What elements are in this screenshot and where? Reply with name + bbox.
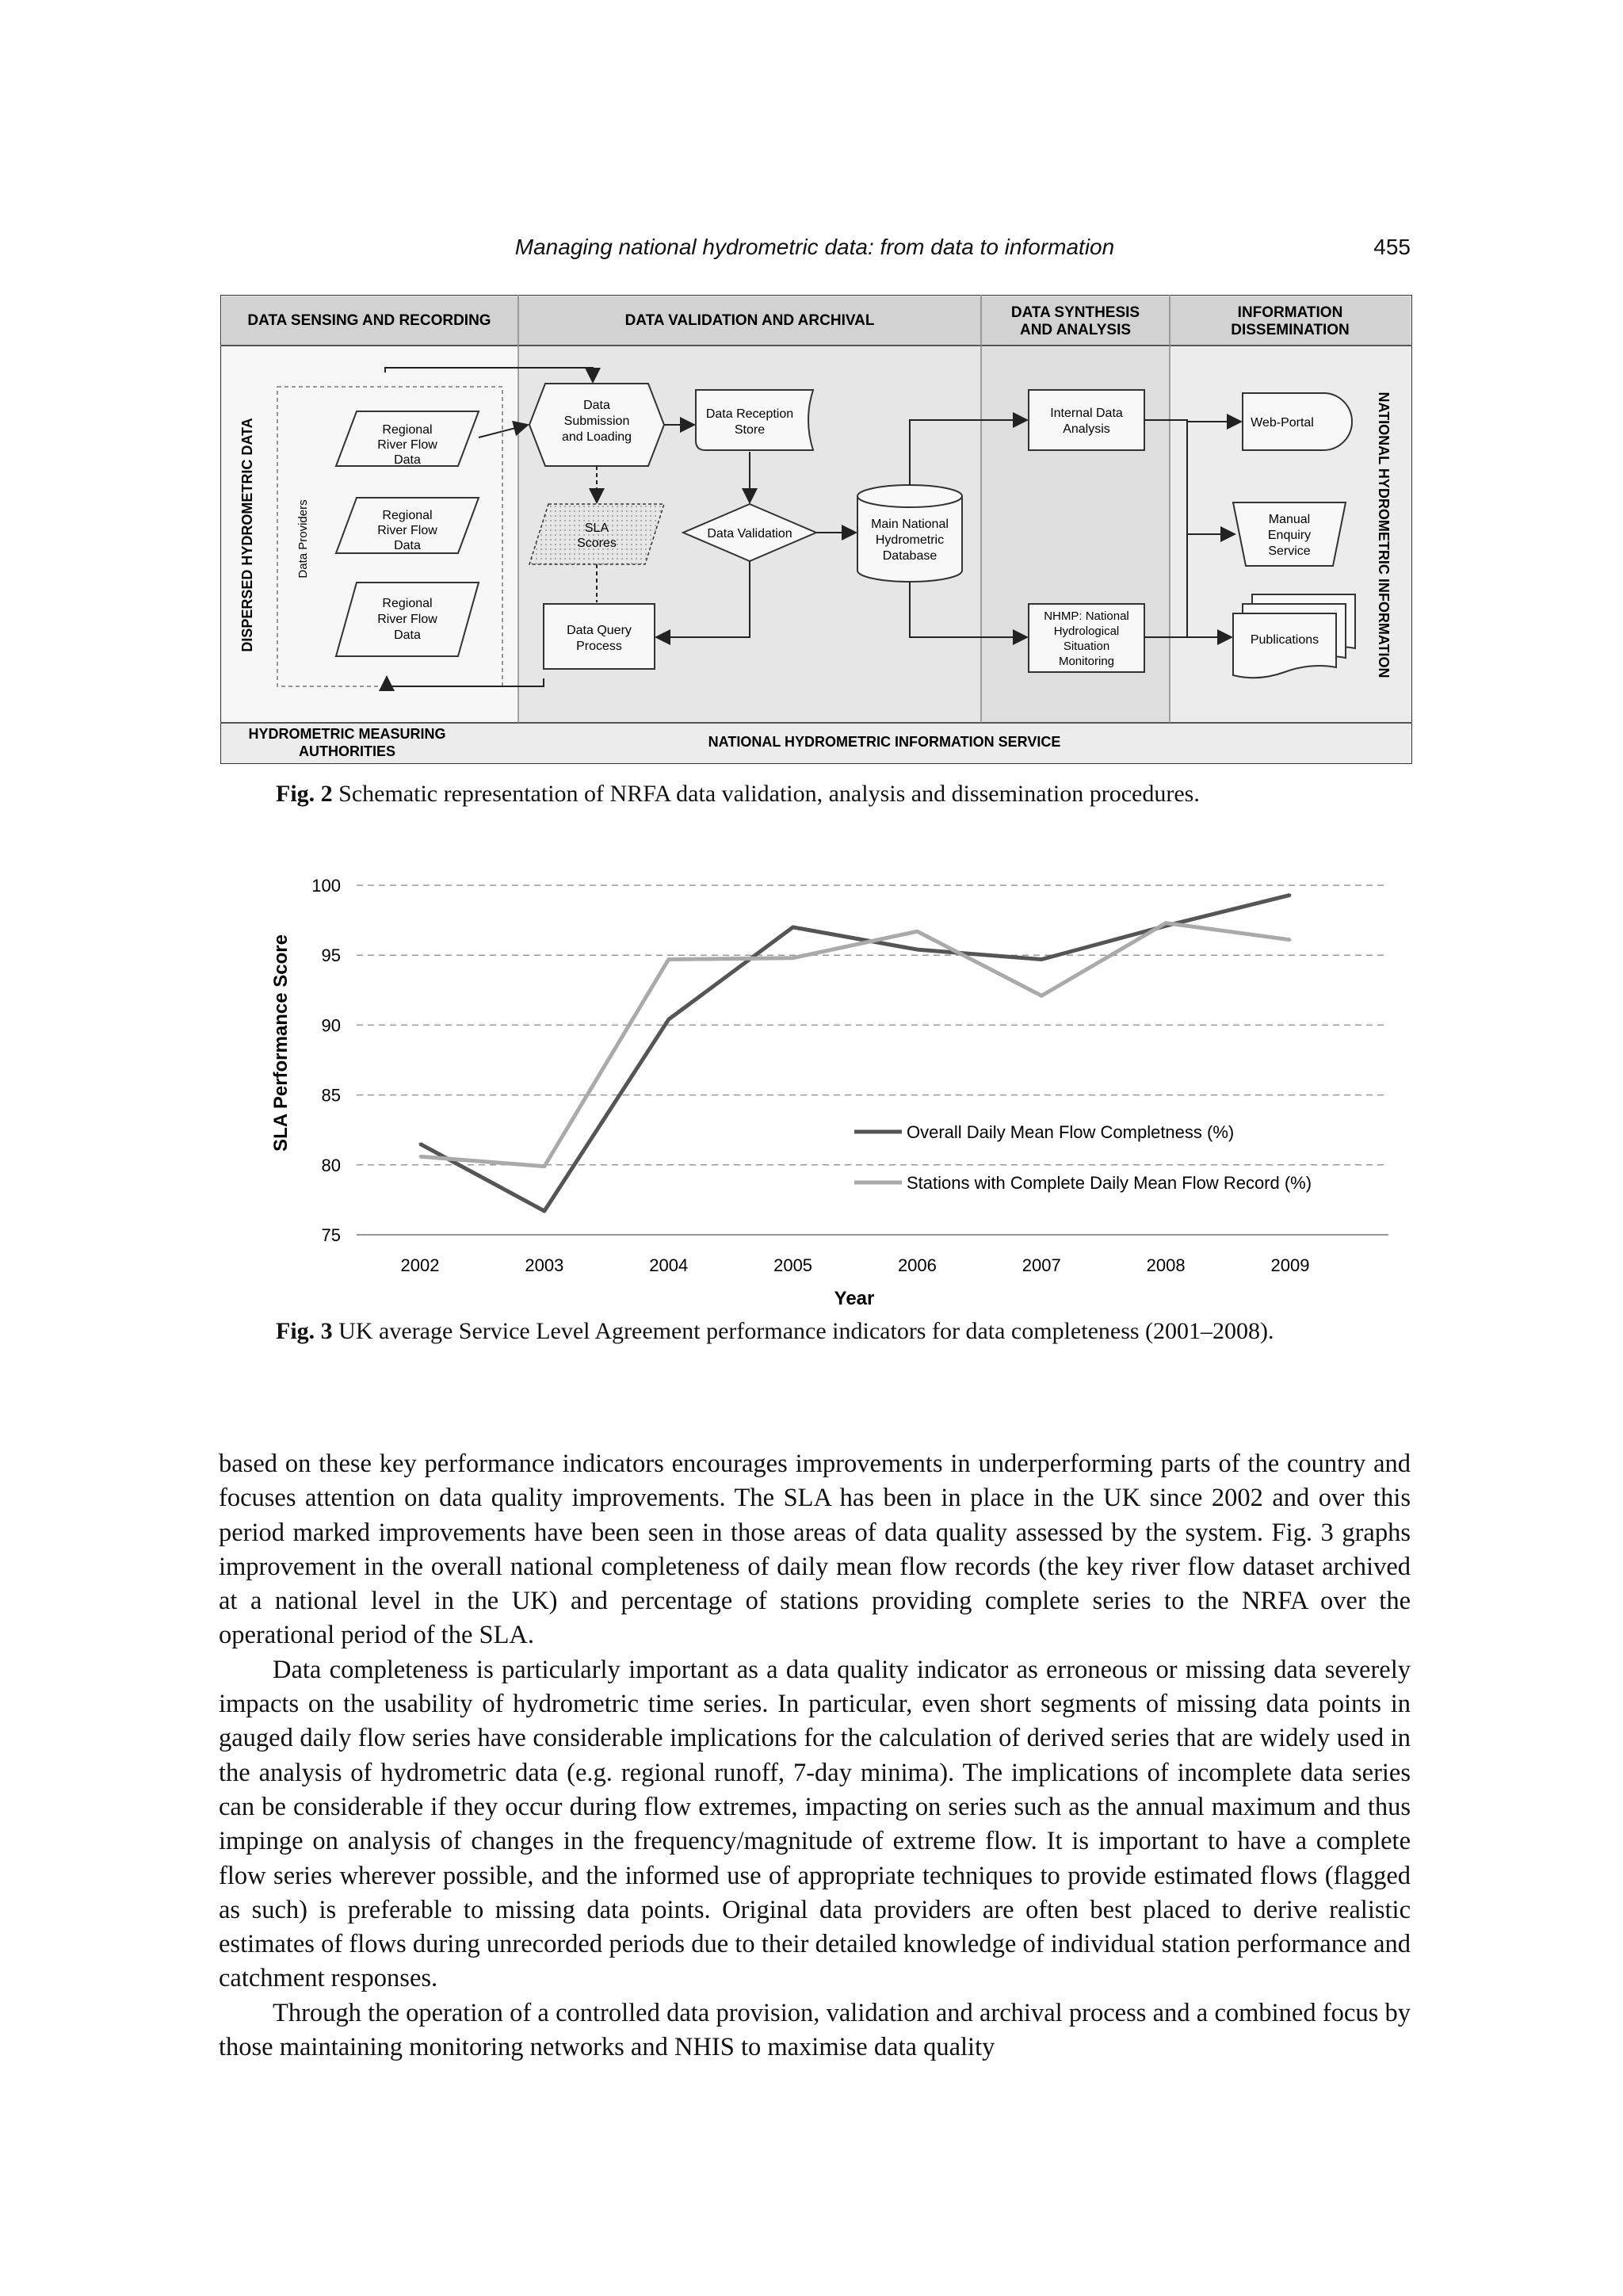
footer-nhis: NATIONAL HYDROMETRIC INFORMATION SERVICE xyxy=(708,734,1061,750)
internal-analysis-line1: Internal Data xyxy=(1050,407,1123,420)
y-tick-label: 85 xyxy=(321,1085,341,1106)
column-header-sensing: DATA SENSING AND RECORDING xyxy=(247,312,491,329)
y-tick-label: 90 xyxy=(321,1015,341,1036)
publications-label: Publications xyxy=(1250,633,1319,647)
column-header-dissemination-line2: DISSEMINATION xyxy=(1231,322,1350,338)
chart-legend xyxy=(854,1122,1312,1193)
running-header xyxy=(219,235,1411,266)
data-validation-label: Data Validation xyxy=(707,527,792,541)
main-database-line2: Hydrometric xyxy=(875,533,945,547)
nhmp-line4: Monitoring xyxy=(1058,655,1115,668)
legend-label-stations: Stations with Complete Daily Mean Flow Record (%) xyxy=(907,1173,1312,1193)
running-title: Managing national hydrometric data: from data to information xyxy=(514,235,1115,259)
x-tick-label: 2007 xyxy=(1022,1255,1061,1275)
x-tick-label: 2006 xyxy=(897,1255,937,1275)
data-point-0 xyxy=(543,1210,545,1213)
main-database-line1: Main National xyxy=(871,518,949,531)
column-header-synthesis-line2: AND ANALYSIS xyxy=(1019,322,1132,338)
y-tick-label: 80 xyxy=(321,1155,341,1175)
y-axis-ticks xyxy=(311,876,341,1245)
x-axis-ticks xyxy=(401,1255,1310,1275)
regional-data-2-line1: Regional xyxy=(382,509,433,522)
regional-data-2-line2: River Flow xyxy=(377,524,437,537)
data-point-0 xyxy=(419,1143,422,1145)
column-header-validation: DATA VALIDATION AND ARCHIVAL xyxy=(624,312,875,329)
dispersed-data-label: DISPERSED HYDROMETRIC DATA xyxy=(239,418,255,652)
data-query-line1: Data Query xyxy=(567,624,632,637)
column-header-dissemination-line1: INFORMATION xyxy=(1237,304,1343,321)
manual-enquiry-line2: Enquiry xyxy=(1267,529,1312,542)
data-point-1 xyxy=(792,957,794,959)
data-providers-label: Data Providers xyxy=(296,499,310,579)
body-paragraph-3: Through the operation of a controlled data provision, validation and archival process and a combined focus by those maintaining monitoring networks and NHIS to maximise data quality xyxy=(219,1998,1411,2062)
page-number: 455 xyxy=(1373,235,1411,259)
x-tick-label: 2003 xyxy=(525,1255,564,1275)
x-tick-label: 2009 xyxy=(1270,1255,1310,1275)
nhmp-line1: NHMP: National xyxy=(1044,609,1129,623)
data-reception-line1: Data Reception xyxy=(705,407,794,421)
data-reception-line2: Store xyxy=(734,423,766,437)
main-database-line3: Database xyxy=(882,549,938,563)
figure-2-caption xyxy=(276,780,1411,808)
web-portal-label: Web-Portal xyxy=(1251,416,1314,430)
body-paragraph-2: Data completeness is particularly important as a data quality indicator as erroneous or missing data severely impacts on the usability of hydrometric time series. In particular, even short segments of missing data points in gauged daily flow series have considerable implications for the calculation of derived series that are widely used in the analysis of hydrometric data (e.g. regional runoff, 7-day minima). The implications of incomplete data series can be considerable if they occur during flow extremes, impacting on series such as the annual maximum and thus impinge on analysis of changes in the frequency/magnitude of extreme flow. It is important to have a complete flow series wherever possible, and the informed use of appropriate techniques to provide estimated flows (flagged as such) is preferable to missing data points. Original data providers are often best placed to derive realistic estimates of flows during unrecorded periods due to their detailed knowledge of individual station performance and catchment responses. xyxy=(219,1655,1411,1993)
y-tick-label: 75 xyxy=(321,1225,341,1245)
data-point-1 xyxy=(419,1156,422,1158)
nhmp-line2: Hydrological xyxy=(1053,625,1120,638)
nhmp-line3: Situation xyxy=(1063,640,1110,653)
data-point-0 xyxy=(916,949,918,951)
legend-label-overall: Overall Daily Mean Flow Completness (%) xyxy=(907,1122,1235,1142)
data-submission-line1: Data xyxy=(583,399,610,412)
data-point-0 xyxy=(1289,894,1292,896)
x-tick-label: 2008 xyxy=(1146,1255,1186,1275)
internal-analysis-line2: Analysis xyxy=(1063,422,1110,436)
footer-authorities-line2: AUTHORITIES xyxy=(298,743,396,759)
y-tick-label: 95 xyxy=(321,946,341,966)
sla-scores-line1: SLA xyxy=(584,521,609,535)
column-header-synthesis-line1: DATA SYNTHESIS xyxy=(1010,304,1140,321)
regional-data-3-line3: Data xyxy=(394,628,421,642)
body-paragraph-1: based on these key performance indicators encourages improvements in underperforming parts of the country and focuses attention on data quality improvements. The SLA has been in place in the UK since 2002 and over this period marked improvements have been seen in those areas of data quality assessed by the system. Fig. 3 graphs improvement in the overall national completeness of daily mean flow records (the key river flow dataset archived at a national level in the UK) and percentage of stations providing complete series to the NRFA over the operational period of the SLA. xyxy=(219,1450,1411,1650)
figure-3-label: Fig. 3 xyxy=(276,1318,333,1344)
data-point-0 xyxy=(792,926,794,928)
manual-enquiry-line1: Manual xyxy=(1268,513,1311,526)
figure-2-label: Fig. 2 xyxy=(276,781,333,807)
x-tick-label: 2005 xyxy=(773,1255,813,1275)
data-point-1 xyxy=(1165,922,1167,924)
figure-3-caption-text: UK average Service Level Agreement performance indicators for data completeness (2001–2008). xyxy=(338,1318,1274,1344)
regional-data-1-line1: Regional xyxy=(382,423,433,437)
sla-scores-line2: Scores xyxy=(577,537,617,550)
data-point-1 xyxy=(1041,995,1043,997)
series-line-0 xyxy=(420,895,1290,1211)
regional-data-3-line1: Regional xyxy=(382,597,433,610)
regional-data-1-line2: River Flow xyxy=(377,438,437,452)
data-submission-line3: and Loading xyxy=(561,430,632,444)
y-axis-label: SLA Performance Score xyxy=(270,934,292,1152)
manual-enquiry-line3: Service xyxy=(1268,544,1311,558)
x-tick-label: 2002 xyxy=(400,1255,440,1275)
body-text xyxy=(219,1447,1411,2065)
y-tick-label: 100 xyxy=(311,876,341,896)
x-tick-label: 2004 xyxy=(649,1255,689,1275)
internal-analysis-node xyxy=(1029,390,1144,450)
data-point-1 xyxy=(543,1165,545,1167)
figure-2-diagram xyxy=(220,295,1412,764)
data-point-1 xyxy=(916,930,918,933)
data-point-0 xyxy=(1041,958,1043,961)
data-point-1 xyxy=(1289,938,1292,941)
data-point-0 xyxy=(667,1018,670,1021)
regional-data-3-line2: River Flow xyxy=(377,613,437,626)
x-axis-label: Year xyxy=(834,1288,875,1309)
figure-3-chart xyxy=(219,864,1411,1316)
regional-data-2-line3: Data xyxy=(394,539,421,552)
national-information-label: NATIONAL HYDROMETRIC INFORMATION xyxy=(1376,392,1392,678)
figure-2-caption-text: Schematic representation of NRFA data validation, analysis and dissemination procedures. xyxy=(338,781,1200,807)
data-query-line2: Process xyxy=(576,640,622,653)
regional-data-1-line3: Data xyxy=(394,453,421,467)
figure-3-caption xyxy=(276,1317,1411,1346)
data-submission-line2: Submission xyxy=(563,415,630,428)
footer-authorities-line1: HYDROMETRIC MEASURING xyxy=(248,726,446,742)
data-point-1 xyxy=(667,958,670,961)
